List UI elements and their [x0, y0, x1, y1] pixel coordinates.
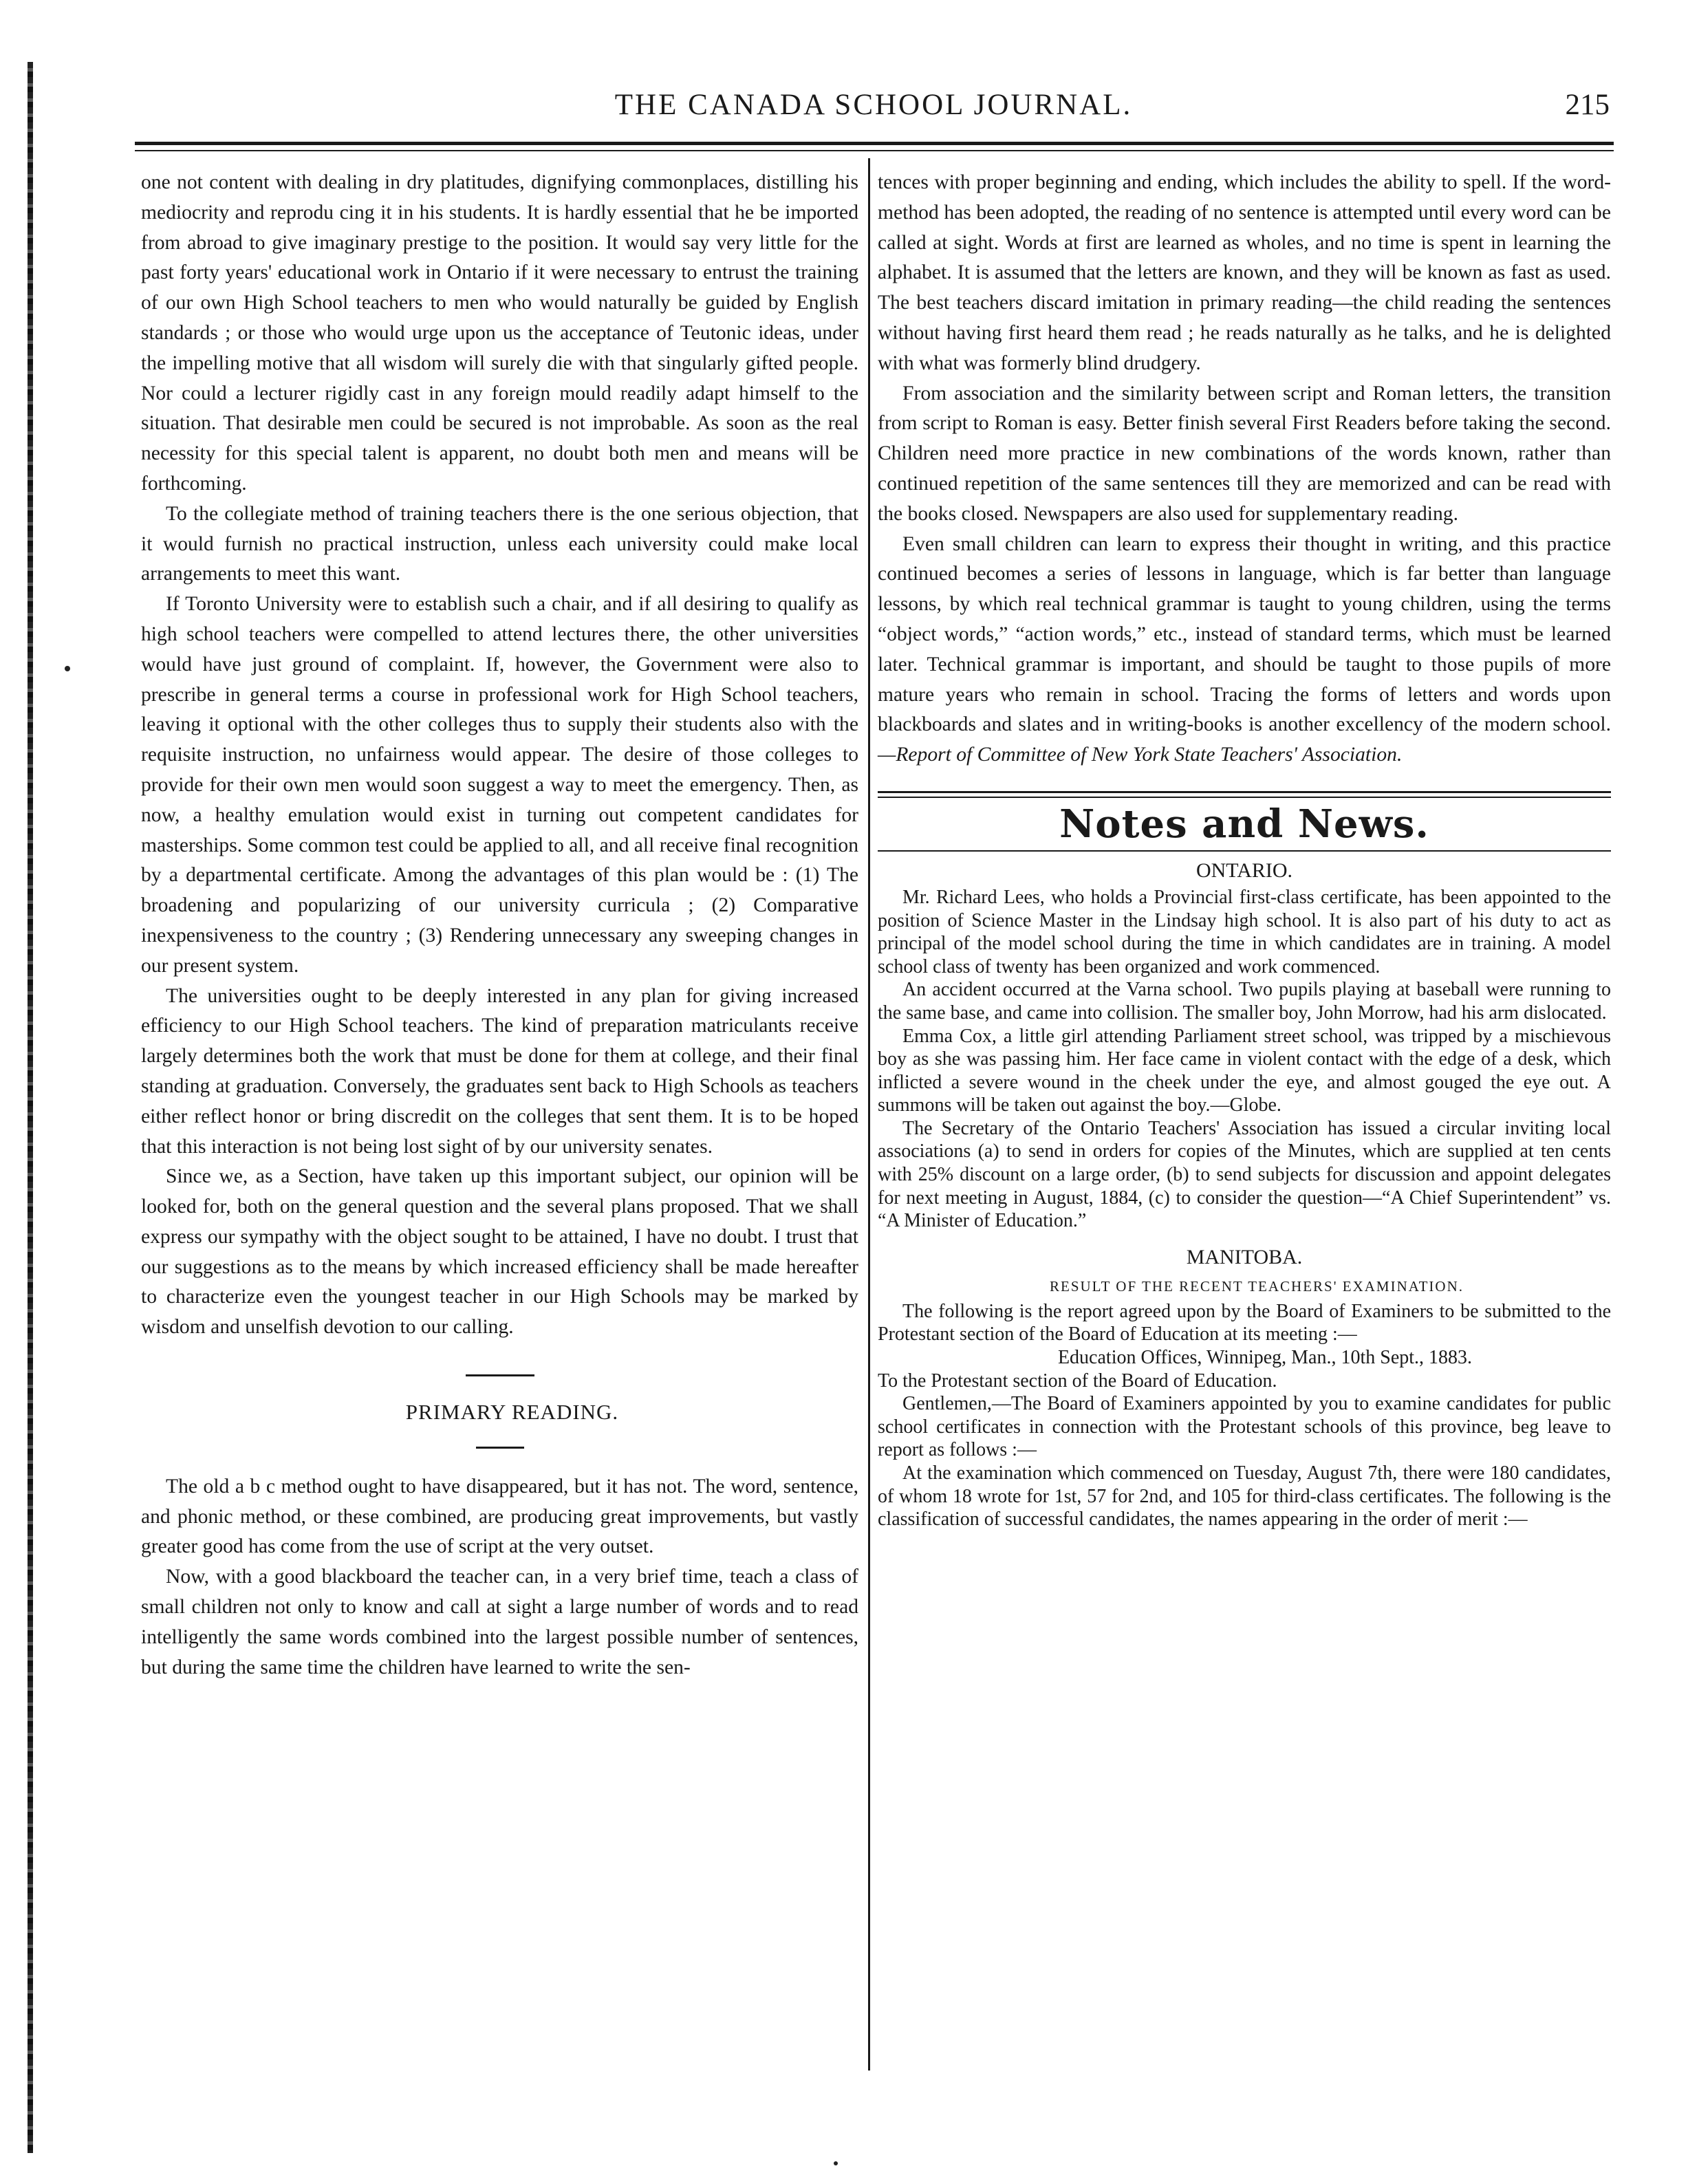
- paragraph: tences with proper beginning and ending, which includes the ability to spell. If the word-method has been adopted, the reading of no sentence is attempted until every word can be called at sight. Words at first are learned as wholes, and no time is spent in learning the alphabet. It is assumed that the letters are known, and they will be known as fast as used. The best teachers discard imitation in primary reading—the child reading the sentences without having first heard them read ; he reads naturally as he talks, and he is delighted with what was formerly blind drudgery.: [878, 171, 1611, 374]
- news-item: The Secretary of the Ontario Teachers' Association has issued a circular inviting local associations (a) to send in orders for copies of the Minutes, which are supplied at ten cents with 25% discount on a large order, (b) to send subjects for discussion and appoint delegates for next meeting in August, 1884, (c) to consider the question—“A Chief Superintendent” vs. “A Minister of Education.”: [878, 1117, 1611, 1232]
- page-binding-edge: [28, 62, 33, 2153]
- journal-title: THE CANADA SCHOOL JOURNAL.: [614, 89, 1133, 121]
- page-speck: [65, 666, 70, 671]
- letter-addressee: To the Protestant section of the Board of Education.: [878, 1370, 1277, 1392]
- paragraph: Since we, as a Section, have taken up this important subject, our opinion will be looked for, both on the general question and the several plans proposed. That we shall express our sympathy with the object sought to be attained, I have no doubt. I trust that our suggestions as to the means by which increased efficiency shall be made hereafter to characterize even the youngest teacher in our High Schools may be marked by wisdom and unselfish devotion to our calling.: [141, 1165, 858, 1339]
- paragraph-text: Even small children can learn to express their thought in writing, and this practice continued becomes a series of lessons in language, which is far better than language lessons, by which real technical grammar is taught to young children, using the terms “object words,” “action words,” etc., instead of standard terms, which must be learned later. Technical grammar is important, and should be taught to those pupils of more mature years who remain in school. Tracing the forms of letters and words upon blackboards and slates and in writing-books is another excellency of the modern school.: [878, 532, 1611, 736]
- paragraph: [878, 530, 1611, 770]
- paragraph: one not content with dealing in dry platitudes, dignifying commonplaces, distilling his mediocrity and reprodu cing it in his students. It is hardly essential that he be imported from abroad to give imaginary prestige to the position. It would say very little for the past forty years' educational work in Ontario if it were necessary to entrust the training of our own High School teachers to men who would naturally be guided by English standards ; or those who would urge upon us the acceptance of Teutonic ideas, under the impelling motive that all wisdom will surely die with that singularly gifted people. Nor could a lecturer rigidly cast in any foreign mould readily adapt himself to the situation. That desirable men could be secured is not improbable. As soon as the real necessity for this special talent is apparent, no doubt both men and means will be forthcoming.: [141, 171, 858, 495]
- page-speck: [834, 2161, 838, 2165]
- right-column: [878, 168, 1611, 1531]
- letter-dateline: Education Offices, Winnipeg, Man., 10th Sept., 1883.: [1057, 1347, 1473, 1369]
- paragraph: To the collegiate method of training teachers there is the one serious objection, that it would furnish no practical instruction, unless each university could make local arrangements to meet this want.: [141, 502, 858, 585]
- section-rule: [878, 850, 1611, 852]
- header-rule-thin: [135, 150, 1614, 151]
- region-title-manitoba: MANITOBA.: [1186, 1245, 1303, 1268]
- news-item: At the examination which commenced on Tuesday, August 7th, there were 180 candidates, of whom 18 wrote for 1st, 57 for 2nd, and 105 for third-class certificates. The following is the classification of successful candidates, the names appearing in the order of merit :—: [878, 1462, 1611, 1531]
- region-title-ontario: ONTARIO.: [1195, 858, 1293, 882]
- paragraph: Now, with a good blackboard the teacher can, in a very brief time, teach a class of small children not only to know and call at sight a large number of words and to read intelligently the same words combined into the largest possible number of sentences, but during the same time the children have learned to write the sen-: [141, 1566, 858, 1678]
- column-divider: [868, 158, 870, 2071]
- paragraph: The universities ought to be deeply interested in any plan for giving increased efficiency to our High School teachers. The kind of preparation matriculants receive largely determines both the work that must be done for them at college, and their final standing at graduation. Conversely, the graduates sent back to High Schools as teachers either reflect honor or bring discredit on the colleges that sent them. It is to be hoped that this interaction is not being lost sight of by our university senates.: [141, 984, 858, 1158]
- section-title-primary-reading: PRIMARY READING.: [405, 1400, 619, 1425]
- news-item: Mr. Richard Lees, who holds a Provincial first-class certificate, has been appointed to the position of Science Master in the Lindsay high school. It is also part of his duty to act as principal of the model school during the time in which candidates are in training. A model school class of twenty has been organized and work commenced.: [878, 886, 1611, 977]
- news-item: Gentlemen,—The Board of Examiners appointed by you to examine candidates for public school certificates in connection with the Protestant schools of this province, beg leave to report as follows :—: [878, 1393, 1611, 1461]
- notes-and-news-heading: Notes and News.: [1059, 801, 1429, 847]
- manitoba-subtitle: RESULT OF THE RECENT TEACHERS' EXAMINATION.: [1050, 1277, 1464, 1295]
- left-column: [141, 168, 858, 1683]
- page-number: 215: [1565, 89, 1610, 121]
- paragraph: From association and the similarity between script and Roman letters, the transition from script to Roman is easy. Better finish several First Readers before taking the second. Children need more practice in new combinations of the words known, rather than continued repetition of the same sentences till they are memorized and can be read with the books closed. Newspapers are also used for supplementary reading.: [878, 382, 1611, 525]
- header-rule-thick: [135, 142, 1614, 145]
- news-item: Emma Cox, a little girl attending Parliament street school, was tripped by a mischievous boy as she was passing him. Her face came in violent contact with the edge of a desk, which inflicted a severe wound in the cheek under the eye, and almost gouged the eye out. A summons will be taken out against the boy.—Globe.: [878, 1025, 1611, 1116]
- news-item: The following is the report agreed upon by the Board of Examiners to be submitted to the Protestant section of the Board of Education at its meeting :—: [878, 1300, 1611, 1345]
- paragraph: If Toronto University were to establish such a chair, and if all desiring to qualify as high school teachers were compelled to attend lectures there, the other universities would have just ground of complaint. If, however, the Government were also to prescribe in general terms a course in professional work for High School teachers, leaving it optional with the other colleges thus to supply their students also with the requisite instruction, no unfairness would appear. The desire of those colleges to provide for their own men would soon suggest a way to meet the emergency. Then, as now, a healthy emulation would exist in turning out competent candidates for masterships. Some common test could be applied to all, and all receive final recognition by a departmental certificate. Among the advantages of this plan would be : (1) The broadening and popularizing of our university curricula ; (2) Comparative inexpensiveness to the country ; (3) Rendering unnecessary any sweeping changes in our present system.: [141, 593, 858, 977]
- news-item: An accident occurred at the Varna school. Two pupils playing at baseball were running to the same base, and came into collision. The smaller boy, John Morrow, had his arm dislocated.: [878, 979, 1611, 1024]
- paragraph: The old a b c method ought to have disappeared, but it has not. The word, sentence, and phonic method, or these combined, are producing great improvements, but vastly greater good has come from the use of script at the very outset.: [141, 1475, 858, 1558]
- page-header: [138, 88, 1610, 136]
- source-citation: —Report of Committee of New York State Teachers' Association.: [878, 744, 1403, 766]
